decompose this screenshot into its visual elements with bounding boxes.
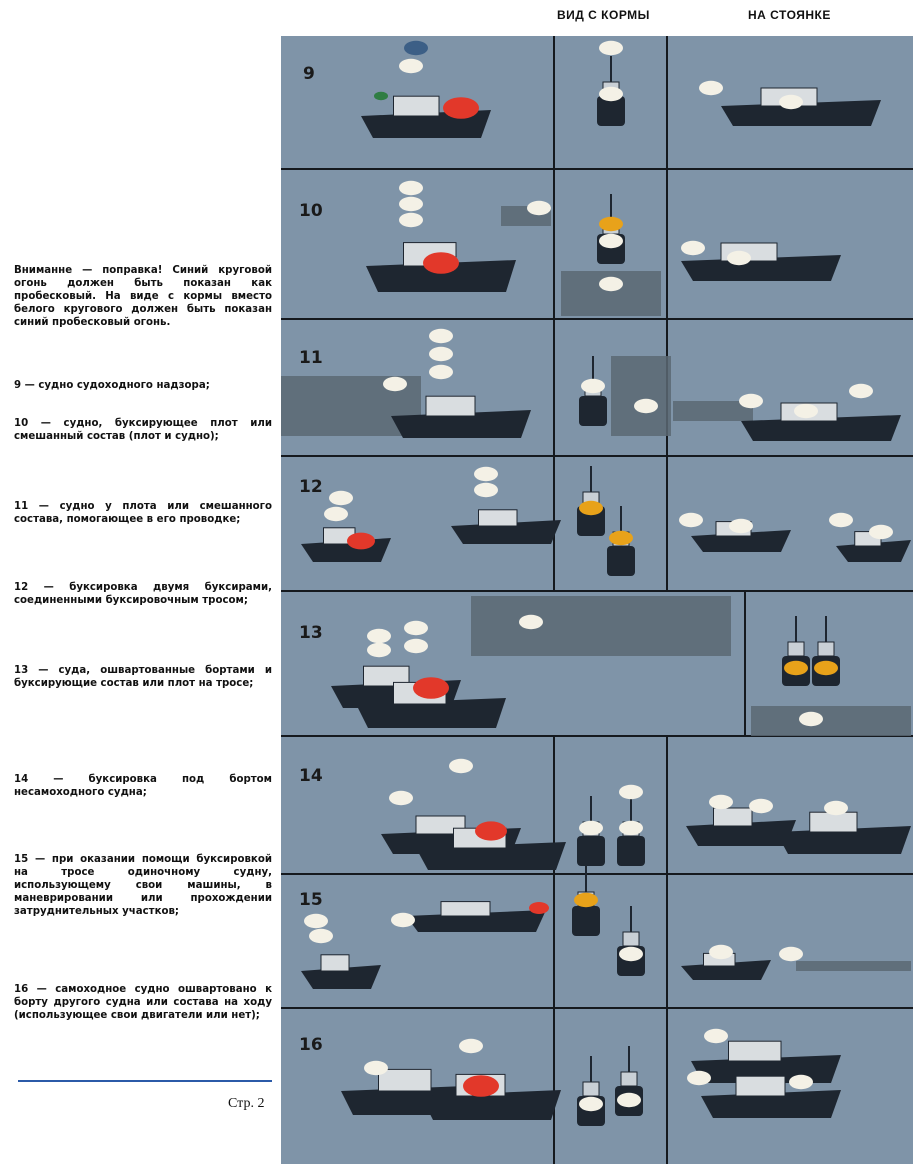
row-number-10: 10 [299,201,323,221]
signal-light [423,252,459,274]
raft [796,961,911,971]
page-number: Стр. 2 [228,1096,265,1111]
signal-light [799,712,823,726]
signal-light [413,677,449,699]
signal-light [383,377,407,391]
signal-light [599,234,623,248]
signal-light [304,914,328,928]
signal-light [449,759,473,773]
signal-light [367,629,391,643]
signal-light [681,241,705,255]
boat-cabin [621,1072,637,1086]
signal-light [779,947,803,961]
raft [611,356,671,436]
signal-light [709,945,733,959]
boat-cabin [479,510,518,526]
signal-light [634,399,658,413]
signal-light [599,41,623,55]
signal-light [367,643,391,657]
item-text-14: 14 — буксировка под бортом несамоходного судна; [14,774,272,798]
signal-light [729,519,753,533]
boat-stern [579,396,607,426]
signal-light [463,1075,499,1097]
signal-light [324,507,348,521]
signal-light [794,404,818,418]
header-at-anchor: НА СТОЯНКЕ [748,8,831,22]
signal-light [829,513,853,527]
signal-light [474,467,498,481]
signal-light [404,621,428,635]
boat-cabin [426,396,475,416]
signal-light [374,92,388,100]
row-number-13: 13 [299,623,323,643]
boat-stern [617,836,645,866]
row-number-11: 11 [299,348,323,368]
boat-cabin [623,932,639,946]
signal-light [609,531,633,545]
boat-stern [577,836,605,866]
signal-light [599,277,623,291]
signal-light [389,791,413,805]
boat-cabin [583,1082,599,1096]
signal-light [429,347,453,361]
signal-light [599,87,623,101]
boat-cabin [810,812,857,832]
signal-light [399,181,423,195]
illustration-svg [281,36,913,1164]
row-number-14: 14 [299,766,323,786]
signal-light [679,513,703,527]
signal-light [869,525,893,539]
row-number-9: 9 [303,64,315,84]
signal-light [699,81,723,95]
signal-light [404,41,428,55]
item-text-16: 16 — самоходное судно ошвартовано к борту другого судна или состава на ходу (использующее свои двигатели или нет); [14,984,272,1021]
signal-light [619,947,643,961]
signal-light [399,59,423,73]
signal-light [574,893,598,907]
signal-light [459,1039,483,1053]
item-text-13: 13 — суда, ошвартованные бортами и буксирующие состав или плот на тросе; [14,665,272,689]
item-text-9: 9 — судно судоходного надзора; [14,380,210,391]
signal-light [849,384,873,398]
signal-light [364,1061,388,1075]
divider-rule [18,1080,272,1082]
raft [471,596,731,656]
raft [751,706,911,736]
signal-light [475,821,507,840]
signal-light [429,329,453,343]
signal-light [329,491,353,505]
signal-light [399,197,423,211]
signal-light [617,1093,641,1107]
boat-cabin [818,642,834,656]
boat-cabin [736,1076,785,1096]
signal-light [527,201,551,215]
signal-light [404,639,428,653]
signal-light [529,902,549,914]
signal-light [579,1097,603,1111]
boat-cabin [394,96,440,116]
boat-cabin [714,808,753,826]
signal-light [739,394,763,408]
signal-light [727,251,751,265]
signal-light [599,217,623,231]
signal-light [581,379,605,393]
item-text-15: 15 — при оказании помощи буксировкой на тросе одиночному судну, использующему свои машины, в маневрировании или прохождении затруднительных участков; [14,854,272,917]
signal-light [579,821,603,835]
boat-cabin [788,642,804,656]
header-stern-view: ВИД С КОРМЫ [557,8,650,22]
signal-light [749,799,773,813]
signal-light [519,615,543,629]
row-number-16: 16 [299,1035,323,1055]
signal-light [443,97,479,119]
item-text-11: 11 — судно у плота или смешанного состава, помогающее в его проводке; [14,501,272,525]
boat-cabin [441,902,490,916]
signal-light [309,929,333,943]
signal-light [391,913,415,927]
notice-text: Вниманне — поправка! Синий круговой огонь должен быть показан как пробесковый. На виде с кормы вместо белого кругового должен быть показан синий пробесковый огонь. [14,265,272,328]
signal-light [429,365,453,379]
signal-light [347,533,375,550]
boat-cabin [379,1069,432,1091]
signal-light [579,501,603,515]
item-text-12: 12 — буксировка двумя буксирами, соединенными буксировочным тросом; [14,582,272,606]
boat-stern [572,906,600,936]
signal-light [789,1075,813,1089]
boat-cabin [729,1041,782,1061]
signal-light [619,785,643,799]
signal-light [814,661,838,675]
boat-cabin [321,955,349,971]
signal-light [824,801,848,815]
signal-light [704,1029,728,1043]
row-number-12: 12 [299,477,323,497]
item-text-10: 10 — судно, буксирующее плот или смешанный состав (плот и судно); [14,418,272,442]
boat-stern [607,546,635,576]
signal-light [399,213,423,227]
signal-light [779,95,803,109]
signal-light [784,661,808,675]
illustration-panel [281,36,913,1164]
signal-light [709,795,733,809]
signal-light [474,483,498,497]
signal-light [687,1071,711,1085]
signal-light [619,821,643,835]
row-number-15: 15 [299,890,323,910]
